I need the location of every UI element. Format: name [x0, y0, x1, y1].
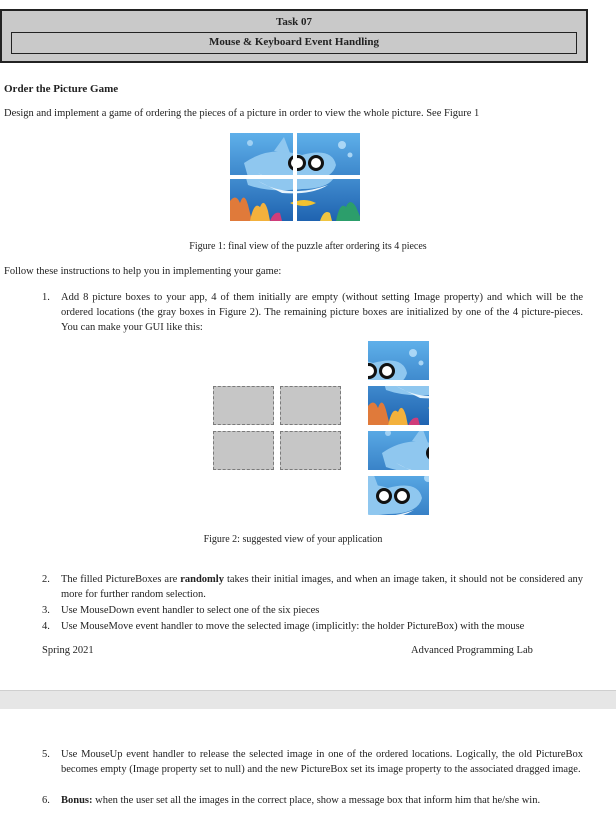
- step-5-text: Use MouseUp event handler to release the selected image in one of the ordered locations. Logically, the old PictureBox becomes empty (Image property set to null) and the new PictureBox set its image property to the associated dragged image.: [61, 749, 583, 775]
- puzzle-piece-bottom-right: [297, 179, 360, 221]
- piece-box-3: [368, 431, 429, 470]
- step-6-bold: Bonus:: [61, 795, 93, 806]
- step-2-post: takes their initial images, and when an image taken, it should not be considered any more for further random selection.: [61, 574, 583, 600]
- puzzle-piece-bottom-left: [230, 179, 293, 221]
- step-number: 5.: [42, 749, 50, 760]
- footer-right: Advanced Programming Lab: [411, 645, 533, 656]
- step-3-text: Use MouseDown event handler to select one of the six pieces: [61, 605, 320, 616]
- empty-slot-top-left: [213, 386, 274, 425]
- piece-box-2: [368, 386, 429, 425]
- task-title: Task 07: [276, 16, 312, 28]
- step-1-text: Add 8 picture boxes to your app, 4 of them initially are empty (without setting Image property) and which will be the ordered locations (the gray boxes in Figure 2). The remaining picture boxes are initialized by one of the 4 picture-pieces. You can make your GUI like this:: [61, 292, 583, 333]
- follow-text: Follow these instructions to help you in implementing your game:: [4, 266, 282, 277]
- task-header: [0, 9, 588, 63]
- empty-slot-top-right: [280, 386, 341, 425]
- figure1-caption: Figure 1: final view of the puzzle after ordering its 4 pieces: [189, 241, 427, 252]
- figure2-caption: Figure 2: suggested view of your application: [203, 534, 383, 545]
- empty-slot-bottom-left: [213, 431, 274, 470]
- piece-box-1: [368, 341, 429, 380]
- step-4-text: Use MouseMove event handler to move the selected image (implicitly: the holder PictureBox) with the mouse: [61, 621, 525, 632]
- footer-left: Spring 2021: [42, 645, 94, 656]
- task-subtitle: Mouse & Keyboard Event Handling: [11, 32, 577, 54]
- document-page-2: [0, 709, 616, 823]
- section-title: Order the Picture Game: [4, 83, 119, 95]
- intro-text: Design and implement a game of ordering the pieces of a picture in order to view the whole picture. See Figure 1: [4, 108, 480, 119]
- step-number: 6.: [42, 795, 50, 806]
- step-6-post: when the user set all the images in the correct place, show a message box that inform him that he/she win.: [92, 795, 541, 806]
- step-number: 3.: [42, 605, 50, 616]
- piece-box-4: [368, 476, 429, 515]
- puzzle-piece-top-left: [230, 133, 293, 175]
- step-6-text: [61, 793, 583, 808]
- figure1-puzzle: [230, 133, 360, 221]
- step-2-bold: randomly: [180, 574, 224, 585]
- page-break: [0, 690, 616, 710]
- step-2-pre: The filled PictureBoxes are: [61, 574, 181, 585]
- puzzle-piece-top-right: [297, 133, 360, 175]
- step-2-text: [61, 572, 583, 602]
- step-number: 4.: [42, 621, 50, 632]
- step-number: 1.: [42, 292, 50, 303]
- empty-slot-bottom-right: [280, 431, 341, 470]
- step-number: 2.: [42, 574, 50, 585]
